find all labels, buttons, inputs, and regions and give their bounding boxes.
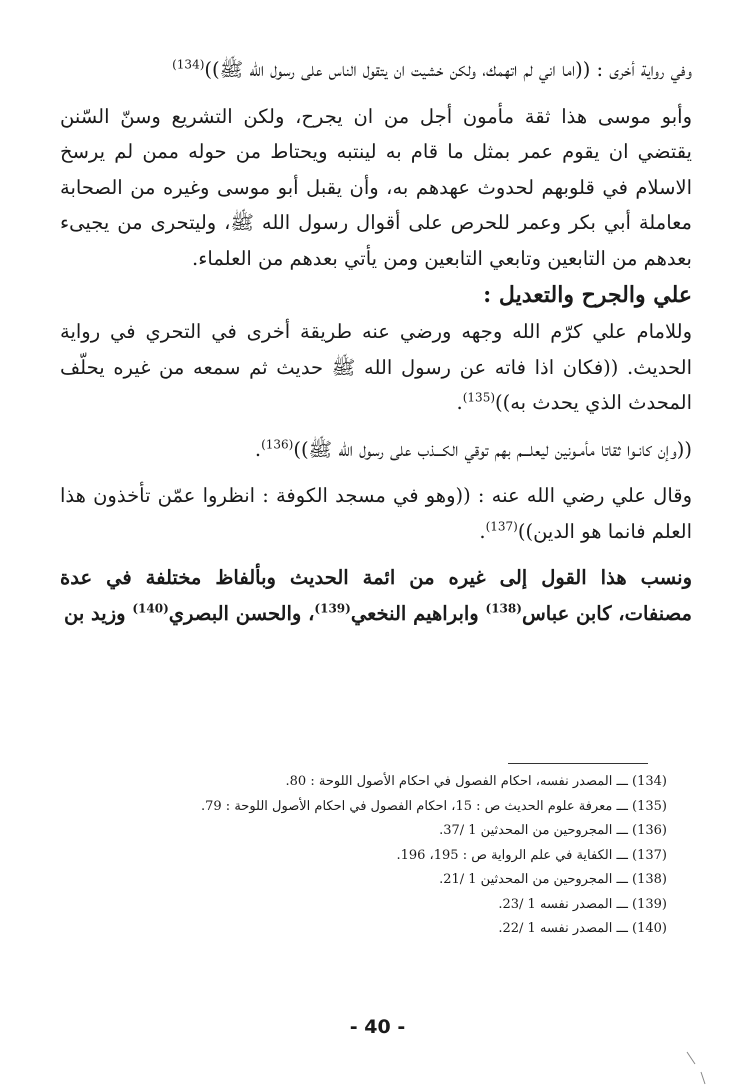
footnote-ref-134: (134) [172,57,205,72]
paragraph-6-part-3: ، والحسن البصري [168,601,315,625]
footnote-divider [508,763,648,764]
paragraph-2-text: وأبو موسى هذا ثقة مأمون أجل من ان يجرح، ولكن التشريع وسنّ السّنن يقتضي ان يقوم عمر بمثل ما قام به لينتبه ويحتاط من حوله ممن لم يرسخ الاسلام في قلوبهم لحدوث عهدهم به، وأن يقبل أبو موسى وغيره من الصحابة معاملة أبي بكر وعمر للحرص على أقوال رسول الله ﷺ، وليتحرى من يجيىء بعدهم من التابعين وتابعي التابعين ومن يأتي بعدهم من العلماء. [60,104,692,270]
paragraph-5-end: . [479,519,486,543]
footnote-number: (134) [632,774,667,789]
page-number: - 40 - [349,1016,406,1038]
footnote [200,893,667,918]
paragraph-4 [60,432,692,468]
footnote-number: (137) [632,847,667,863]
paragraph-6-part-4: وزيد بن [63,601,133,625]
section-heading: علي والجرح والتعديل : [483,282,692,308]
paragraph-6-part-1: ونسب هذا القول إلى غيره من ائمة الحديث وبألفاظ مختلفة في عدة مصنفات، كابن عباس [60,566,692,625]
paragraph-1-text: وفي رواية أخرى : ((اما اني لم اتهمك، ولكن خشيت ان يتقول الناس على رسول الله ﷺ)) [204,58,692,81]
footnote-text: ـــ الكفاية في علم الرواية ص : 195، 196. [396,847,628,863]
footnote-text: ـــ معرفة علوم الحديث ص : 15، احكام الفصول في احكام الأصول اللوحة : 79. [200,798,628,814]
footnote-text: ـــ المصدر نفسه 1 /23. [498,896,628,912]
footnote [200,868,667,893]
paragraph-6 [60,560,692,631]
footnote-number: (135) [632,798,667,814]
paragraph-5 [60,478,692,549]
paragraph-4-text: ((وإن كانـوا ثقاتا مأمـونين ليعلـــم بهم توقي الكـــذب على رسول الله ﷺ)) [293,437,692,461]
paragraph-3 [60,314,692,421]
paragraph-4-end: . [254,437,262,461]
paragraph-3-end: . [456,391,463,414]
footnote [200,819,667,844]
pen-mark-icon [685,1050,709,1086]
footnote-text: ـــ المجروحين من المحدثين 1 /37. [439,823,628,838]
paragraph-2 [60,99,692,277]
footnotes [200,770,667,942]
footnote-text: ـــ المصدر نفسه 1 /22. [498,921,628,936]
main-text [60,52,692,631]
footnote [200,844,667,869]
paragraph-1 [60,52,692,88]
footnote-number: (138) [632,872,667,887]
footnote-number: (136) [632,823,667,838]
footnote-ref-138: (138) [485,601,522,615]
footnote-ref-140: (140) [132,601,169,615]
footnote [200,770,667,795]
footnote [200,795,667,820]
footnote-text: ـــ المصدر نفسه، احكام الفصول في احكام الأصول اللوحة : 80. [285,774,628,789]
footnote-ref-139: (139) [314,601,351,615]
footnote-text: ـــ المجروحين من المحدثين 1 /21. [439,872,628,887]
footnote-ref-135: (135) [462,390,496,405]
footnote [200,917,667,942]
footnote-ref-136: (136) [261,437,294,451]
footnote-ref-137: (137) [485,519,518,533]
footnote-number: (139) [632,896,667,912]
paragraph-3-text: وللامام علي كرّم الله وجهه ورضي عنه طريقة أخرى في التحري في رواية الحديث. ((فكان اذا فاته عن رسول الله ﷺ حديث ثم سمعه من غيره يحلّف المحدث الذي يحدث به)) [60,320,692,414]
footnote-number: (140) [632,921,667,936]
paragraph-5-text: وقال علي رضي الله عنه : ((وهو في مسجد الكوفة : انظروا عمّن تأخذون هذا العلم فانما هو الدين)) [60,484,692,543]
paragraph-6-part-2: وابراهيم النخعي [350,601,486,625]
